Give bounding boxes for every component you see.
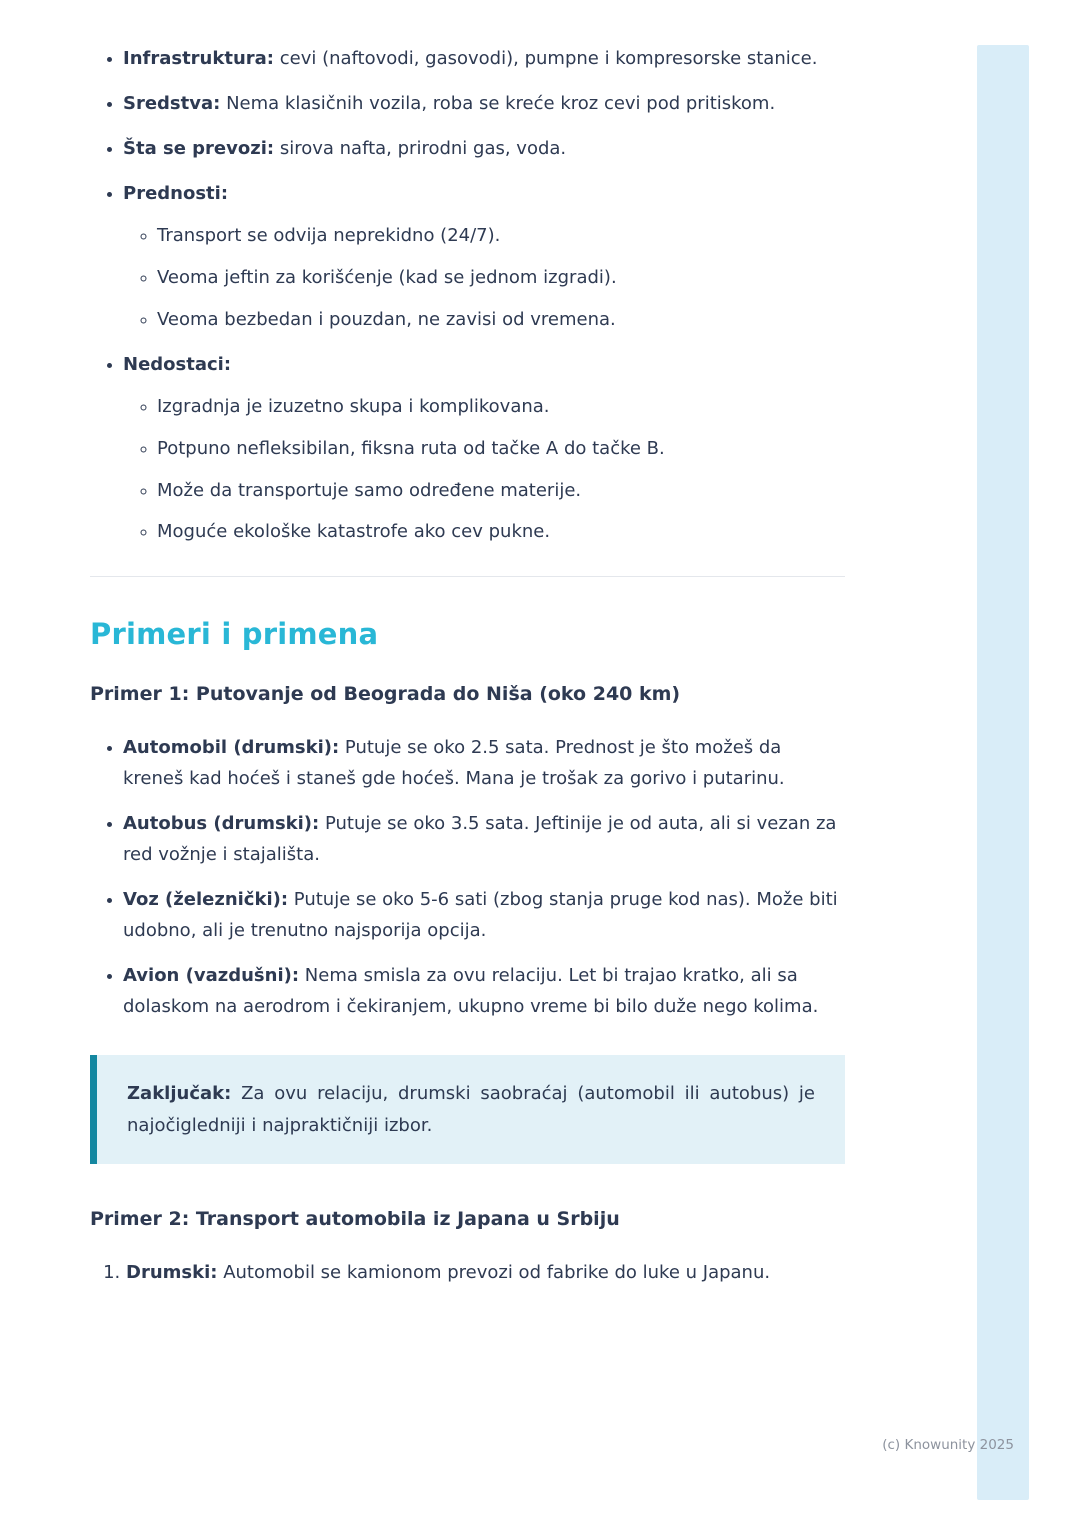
item-text: Potpuno nefleksibilan, fiksna ruta od tačke A do tačke B. [157, 437, 665, 459]
list-item [157, 476, 845, 507]
item-label: Automobil (drumski): [123, 737, 340, 759]
list-item [157, 392, 845, 423]
disadvantages-sublist [123, 392, 845, 549]
list-item [123, 961, 845, 1023]
item-label: Voz (železnički): [123, 889, 289, 911]
section-heading: Primeri i primena [90, 617, 379, 652]
item-text: Veoma bezbedan i pouzdan, ne zavisi od vremena. [157, 308, 616, 330]
item-text: Nema smisla za ovu relaciju. Let bi trajao kratko, ali sa dolaskom na aerodrom i čekiranjem, ukupno vreme bi bilo duže nego kolima. [123, 965, 819, 1018]
item-label: Autobus (drumski): [123, 813, 320, 835]
primer2-numbered-list [90, 1258, 845, 1289]
item-text: Moguće ekološke katastrofe ako cev pukne. [157, 521, 551, 543]
side-strip [977, 45, 1029, 1500]
item-label: Šta se prevozi: [123, 137, 275, 159]
callout-label: Zaključak: [127, 1083, 232, 1105]
list-item [157, 434, 845, 465]
item-text: Putuje se oko 2.5 sata. Prednost je što možeš da kreneš kad hoćeš i staneš gde hoćeš. Mana je trošak za gorivo i putarinu. [123, 737, 785, 790]
document-page [90, 44, 845, 1301]
advantages-sublist [123, 221, 845, 336]
item-text: Putuje se oko 3.5 sata. Jeftinije je od auta, ali si vezan za red vožnje i stajališta. [123, 813, 837, 866]
item-label: Avion (vazdušni): [123, 965, 300, 987]
list-item [123, 44, 845, 75]
list-item [157, 305, 845, 336]
item-text: sirova nafta, prirodni gas, voda. [279, 137, 567, 159]
list-item [123, 179, 845, 336]
list-item [157, 263, 845, 294]
section-divider [90, 576, 845, 577]
primer2-heading: Primer 2: Transport automobila iz Japana u Srbiju [90, 1208, 620, 1231]
list-item [126, 1258, 845, 1289]
item-label: Drumski: [126, 1262, 218, 1284]
list-item [123, 89, 845, 120]
item-text: Nema klasičnih vozila, roba se kreće kroz cevi pod pritiskom. [226, 92, 776, 114]
item-text: Veoma jeftin za korišćenje (kad se jednom izgradi). [157, 266, 617, 288]
list-item [123, 809, 845, 871]
list-item [157, 517, 845, 548]
list-item [123, 134, 845, 165]
primer1-bullet-list [90, 733, 845, 1023]
item-text: Automobil se kamionom prevozi od fabrike do luke u Japanu. [223, 1262, 771, 1284]
item-label: Nedostaci: [123, 353, 232, 375]
item-text: Transport se odvija neprekidno (24/7). [157, 224, 501, 246]
callout-text: Za ovu relaciju, drumski saobraćaj (automobil ili autobus) je najočigledniji i najpraktičniji izbor. [127, 1083, 815, 1136]
list-item [123, 885, 845, 947]
primer1-heading: Primer 1: Putovanje od Beograda do Niša (oko 240 km) [90, 683, 681, 706]
pipeline-bullet-list [90, 44, 845, 548]
list-item [123, 350, 845, 549]
item-label: Infrastruktura: [123, 48, 274, 69]
list-item [123, 733, 845, 795]
item-text: Može da transportuje samo određene materije. [157, 479, 582, 501]
list-item [157, 221, 845, 252]
copyright-footer: (c) Knowunity 2025 [882, 1437, 1014, 1453]
item-text: Putuje se oko 5-6 sati (zbog stanja pruge kod nas). Može biti udobno, ali je trenutno najsporija opcija. [123, 889, 838, 942]
item-text: Izgradnja je izuzetno skupa i komplikovana. [157, 395, 550, 417]
item-label: Sredstva: [123, 92, 221, 114]
conclusion-callout [90, 1055, 845, 1164]
item-text: cevi (naftovodi, gasovodi), pumpne i kompresorske stanice. [279, 48, 818, 69]
item-label: Prednosti: [123, 182, 229, 204]
